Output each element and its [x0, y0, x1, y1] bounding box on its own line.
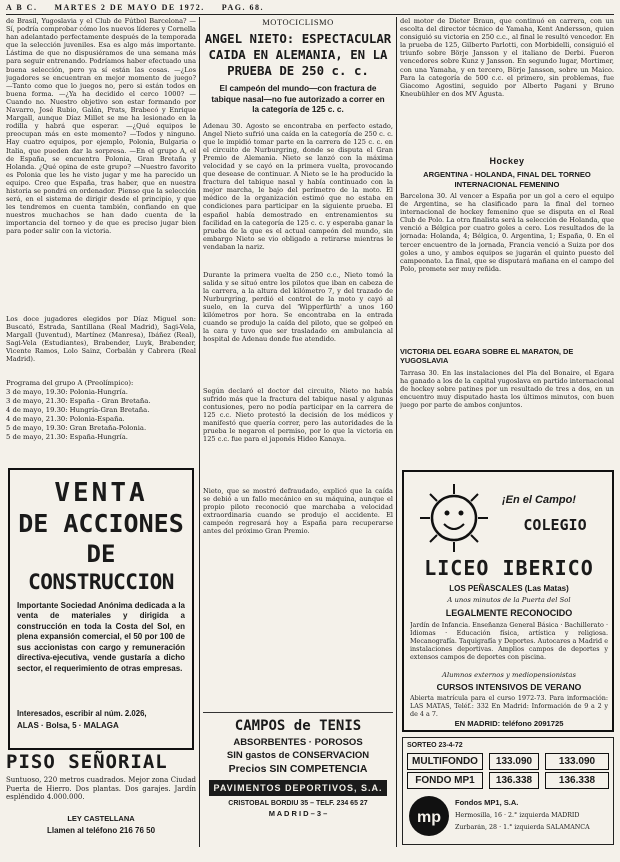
article-body-1: Adenau 30. Agosto se encontraba en perfecto estado, Angel Nieto sufrió una caída en la categoría de 250 c. c. que le impidió tomar parte en la carrera de 125 c. c. en el circuito de Nurburgring, donde se disputa el Gran Premio de Alemania. Nieto se lanzó con la máxima velocidad y se cayó en la primera vuelta, provocando que desease de continuar. A Nieto se le ha producido la fractura del tabique nasal y había continuado con la mejor marcha, le bajo del perímetro de la moto. El médico de la organización estimó que no estaba en condiciones para participar en la siguiente prueba. El español había demostrado en entrenamientos su facilidad en la categoría de 125 c. c. y esperaba ganar la prueba de la que es el actual campeón del mundo, sin embargo Nieto se vio obligado a retirarse mientras le vendaban la nariz.	[203, 121, 393, 251]
ad-fund-address-1: Hermosilla, 16 · 2.° izquierda MADRID	[455, 812, 580, 819]
ad-fund-brand-2: FONDO MP1	[407, 772, 483, 789]
schedule-row: 4 de mayo, 21.30: Polonia-España.	[6, 415, 125, 423]
ad-liceo-tagline: ¡En el Campo!	[502, 494, 576, 506]
ad-tenis-line3: SIN gastos de CONSERVACION	[226, 749, 370, 761]
liceo-iberico-ad	[402, 470, 614, 732]
ad-fund-price-1: 133.090	[489, 753, 539, 770]
schedule-row: 4 de mayo, 19.30: Hungría-Gran Bretaña.	[6, 406, 150, 414]
ad-liceo-subtitle: A unos minutos de la Puerta del Sol	[447, 596, 571, 604]
ad-liceo-cursos: CURSOS INTENSIVOS DE VERANO	[436, 682, 582, 692]
ad-liceo-colegio: COLEGIO	[523, 516, 587, 534]
svg-text:mp: mp	[417, 809, 441, 826]
ad-liceo-body: Jardín de Infancia. Enseñanza General Básica · Bachillerato · Idiomas · Educación física, artística y religiosa. Mecanografía. Taquigrafía y Deportes. Autocares a Madrid e instalaciones deportivas. Amplios campos de deportes y extensos campos de deportes con piscina.	[410, 621, 608, 661]
ad-liceo-recognized: LEGALMENTE RECONOCIDO	[445, 608, 573, 618]
ad-venta-body: Importante Sociedad Anónima dedicada a la venta de materiales y dirigida a construcción en toda la Costa del Sol, en plena expansión comercial, el 50 por 100 de sus accionistas con cargo y remuneración directiva-ejecutiva, vende gustaría a dicho sector, el requerimiento de otras empresas.	[17, 600, 185, 673]
column-separator	[396, 17, 397, 847]
multifondo-ad	[402, 737, 614, 845]
ad-venta-contact: Interesados, escribir al núm. 2.026,	[17, 708, 147, 718]
header-rule	[6, 14, 614, 15]
ad-fund-brand-1: MULTIFONDO	[407, 753, 483, 770]
ad-fund-address-2: Zurbarán, 28 · 1.° izquierda SALAMANCA	[455, 824, 590, 831]
article-body-3: Según declaró el doctor del circuito, Nieto no había sufrido más que la fractura del tabique nasal y algunas contusiones, pero no podía participar en la carrera de 125 c.c. Nieto protestó la decisión de los médicos y manifestó que quería correr, pero las autoridades de la prueba le negaron el permiso, por lo que la victoria en 125 c.c. fue para el japonés Hideo Kanaya.	[203, 386, 393, 444]
schedule-row: 3 de mayo, 19.30: Polonia-Hungría.	[6, 388, 128, 396]
tenis-ad	[203, 712, 393, 848]
fund-logo-icon	[409, 796, 449, 836]
ad-piso-company: LEY CASTELLANA	[67, 813, 135, 823]
ad-fund-footer: Fondos MP1, S.A.	[455, 798, 519, 807]
ad-liceo-location: LOS PEÑASCALES (Las Matas)	[449, 584, 569, 593]
ad-fund-value-2: 136.338	[545, 772, 609, 789]
motorcycle-results-text: del motor de Dieter Braun, que continuó en carrera, con un escolta del director técnico de Yamaha, Kent Andersson, quien consiguió su victoria en 250 c.c., al final le resultó vencedor. En la prueba de 125, Gilberto Parlotti, con Morbidelli, consiguió el triunfo sobre Börje Jansson y el italiano de Derbi. Fueron vencedores sobre Kunz y Jansson. En segundo lugar, Mortimer, con una Yamaha, y en tercero, Börje Jansson, sobre un Maico. Para la categoría de 500 c.c. el primero, sin problemas, fue Giacomo Agostini, seguido por Alberto Pagani y Bruno Kneubühler en dos MV Agusta.	[400, 17, 614, 98]
ad-venta-line4: CONSTRUCCION	[28, 569, 174, 594]
column-2	[203, 17, 393, 707]
schedule-row: 5 de mayo, 21.30: España-Hungría.	[6, 433, 128, 441]
sun-icon	[418, 482, 490, 554]
article-subhead: El campeón del mundo—con fractura de tabique nasal—no fue autorizado a correr en la categoría de 125 c. c.	[211, 84, 385, 114]
article-body-2: Durante la primera vuelta de 250 c.c., Nieto tomó la salida y se situó entre los pilotos que iban en cabeza de la carrera, a la altura del kilómetro 7, y del trazado de Nurburgring, perdió el control de la moto y cayó al suelo, en la curva del 'Wipperfürth' a unos 160 kilómetros por hora. Se encontraba en la entrada cuando se produjo la caída del piloto, que se golpeó en la cara y tuvo que ser trasladado en ambulancia al hospital de Adenau donde fue atendido.	[203, 270, 393, 344]
interview-text: de Brasil, Yugoslavia y el Club de Fútbol Barcelona? —Sí, podría comprobar cómo los nuevos líderes y Cornella han adelantado perfectamente después de la temporada que la selección juveniles. Esa es algo más importante. Lástima de que no dispusiéramos de una semana más para seguir entrenando. Podríamos haber efectuado una buena selección, pero ya sí están las cosas. —¿Los jugadores se encuentran en mejor momento de juego? —Tanto como que lo juegos no, pero si están todos en buena forma. —¿Ya ha decidido el cerco 1000? —Cuando no. Nuestro objetivo son estar formando por Navarro, José Rubio, Galán, Prats, Brabecó y Enrique Margall, aunque Díaz Millet se me ha lesionado en la rodilla y habrá que esperar. —¿Qué equipos le preocupan más en este momento? —Todos y ninguno. Hay cuatro equipos, por ejemplo, Polonia, Bulgaria o Italia, que pueden dar la sorpresa. —En el grupo A, el de España, se encuentra Polonia, Gran Bretaña y Holanda. ¿Qué opina de este grupo? —Nuestro favorito es Polonia que les he visto jugar y me ha parecido un equipo. Creo que España, tras haber, que en nuestra historia se pondrá en ordenador. Pienso que la selección será, en el sistema de dirigir desde el principio, y que les tendremos en cuenta también, confiando en que nuestros muchachos se han dado cuenta de la importancia del torneo y de que es preciso jugar bien para poder salir con la victoria.	[6, 17, 196, 236]
page-header	[6, 3, 614, 12]
ad-tenis-address: CRISTOBAL BORDIU 35 – TELF. 234 65 27	[228, 799, 368, 807]
schedule-title: Programa del grupo A (Preolímpico):	[6, 379, 134, 387]
ad-venta-line1: VENTA	[54, 478, 148, 508]
ad-fund-price-2: 136.338	[489, 772, 539, 789]
ad-piso-phone-label: Llamen al teléfono	[46, 825, 118, 835]
column-separator	[199, 17, 200, 847]
article-body-4: Nieto, que se mostró defraudado, explicó que la caída se debió a un fallo mecánico en su máquina, aunque el propio piloto reconoció que marchaba a velocidad extraordinaria cuando se produjo el accidente. El campeón regresará hoy a España para recuperarse antes del próximo Gran Premio.	[203, 486, 393, 535]
column-3	[400, 17, 614, 467]
egara-headline: VICTORIA DEL EGARA SOBRE EL MARATON, DE YUGOSLAVIA	[400, 347, 574, 366]
hockey-headline: ARGENTINA - HOLANDA, FINAL DEL TORNEO INTERNACIONAL FEMENINO	[423, 170, 591, 189]
article-headline: ANGEL NIETO: ESPECTACULAR CAIDA EN ALEMANIA, EN LA PRUEBA DE 250 c. c.	[204, 31, 392, 78]
ad-piso-phone: 216 76 50	[119, 825, 156, 835]
ad-liceo-extras: Alumnos externos y mediopensionistas	[442, 671, 576, 679]
ad-tenis-line2: ABSORBENTES · POROSOS	[233, 736, 363, 748]
ad-fund-date: SORTEO 23-4-72	[407, 742, 463, 749]
hockey-section-label: Hockey	[489, 156, 525, 166]
schedule	[6, 379, 196, 442]
venta-acciones-ad	[8, 468, 194, 750]
ad-piso-body: Suntuoso, 220 metros cuadrados. Mejor zona Ciudad Puerta de Hierro. Dos plantas. Dos garajes. Jardín espléndido 4.000.000.	[6, 775, 196, 802]
ad-liceo-matricula: Abierta matrícula para el curso 1972-73. Para información: LAS MATAS, Teléf.: 332 En Madrid: Información de 9 a 2 y de 4 a 7.	[410, 694, 608, 718]
piso-senorial-ad	[6, 753, 196, 843]
page-number: PAG. 68.	[221, 3, 265, 12]
column-1	[6, 17, 196, 465]
ad-tenis-city: M A D R I D – 3 –	[268, 808, 328, 818]
issue-date: MARTES 2 DE MAYO DE 1972.	[54, 3, 205, 12]
ad-fund-value-1: 133.090	[545, 753, 609, 770]
hockey-body: Barcelona 30. Al vencer a España por un gol a cero el equipo de Argentina, se ha clasificado para la final del torneo internacional de hockey femenino que se disputa en el Real Club de Polo. La otra finalista será la selección de Holanda, que venció a Bélgica por cuatro goles a cero. Los resultados de la jornada: Holanda, 4; Bélgica, 0. Argentina, 1; España, 0. En el tercer encuentro de la jornada, Francia venció a Suiza por dos goles a uno, y ambos equipos se jugarán el quinto puesto del campeonato. La final, que se disputará mañana en el campo del Polo, promete ser muy reñida.	[400, 192, 614, 273]
ad-venta-address: ALAS · Bolsa, 5 · MALAGA	[17, 720, 119, 730]
ad-tenis-line1: CAMPOS de TENIS	[234, 718, 362, 734]
section-label: MOTOCICLISMO	[262, 17, 334, 27]
ad-venta-line3: DE	[86, 539, 116, 568]
ad-piso-title: PISO SEÑORIAL	[6, 751, 168, 773]
paper-name: A B C.	[6, 3, 38, 12]
egara-body: Tarrasa 30. En las instalaciones del Pla del Bonaire, el Egara ha ganado a los de la capital yugoslava en partido internacional de hockey sobre patines por un resultado de tres a dos, en un encuentro muy disputado hasta los últimos minutos, con buen juego por parte de ambos conjuntos.	[400, 368, 614, 409]
ad-piso-phone-line	[6, 826, 196, 835]
ad-tenis-line4: Precios SIN COMPETENCIA	[228, 762, 368, 775]
schedule-row: 5 de mayo, 19.30: Gran Bretaña-Polonia.	[6, 424, 147, 432]
ad-liceo-madrid: EN MADRID: teléfono 2091725	[454, 719, 564, 728]
ad-venta-line2: DE ACCIONES	[18, 509, 184, 539]
players-text: Los doce jugadores elegidos por Díaz Miguel son: Buscató, Estrada, Santillana (Real Madrid), Sagi-Vela, Margall (Juventud), Martínez (Manresa), Ibáñez (Real), Sagi-Vela (Estudiantes), Brabender, Luyk, Brabender, Vicente Ramos, Lolo Sainz, Corbalán y Cabrera (Real Madrid).	[6, 315, 196, 364]
schedule-row: 3 de mayo, 21.30: España - Gran Bretaña.	[6, 397, 151, 405]
ad-tenis-banner: PAVIMENTOS DEPORTIVOS, S.A.	[209, 780, 387, 796]
ad-liceo-name: LICEO IBERICO	[424, 556, 594, 580]
